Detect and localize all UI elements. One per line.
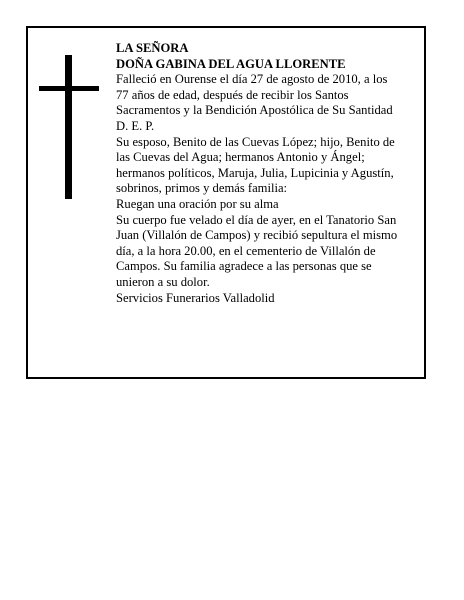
body-line: las Cuevas del Agua; hermanos Antonio y Ángel;	[116, 150, 365, 165]
obituary-notice	[26, 26, 426, 379]
deceased-name: DOÑA GABINA DEL AGUA LLORENTE	[116, 56, 346, 71]
cross-icon	[39, 55, 99, 199]
body-line: Sacramentos y la Bendición Apostólica de Su Santidad	[116, 103, 393, 118]
body-line: Falleció en Ourense el día 27 de agosto de 2010, a los	[116, 72, 388, 87]
body-line: unieron a su dolor.	[116, 274, 210, 289]
body-line: 77 años de edad, después de recibir los Santos	[116, 87, 349, 102]
body-line: D. E. P.	[116, 118, 155, 133]
body-line: sobrinos, primos y demás familia:	[116, 181, 288, 196]
notice-heading: LA SEÑORA	[116, 41, 189, 55]
body-line: Su cuerpo fue velado el día de ayer, en el Tanatorio San	[116, 212, 397, 227]
body-line: día, a la hora 20.00, en el cementerio de Villalón de	[116, 243, 376, 258]
cross-upright	[65, 55, 72, 199]
body-line: Campos. Su familia agradece a las personas que se	[116, 259, 372, 274]
funeral-services-line: Servicios Funerarios Valladolid	[116, 290, 275, 305]
cross-crossbar	[39, 86, 99, 91]
body-line: Juan (Villalón de Campos) y recibió sepultura el mismo	[116, 228, 398, 243]
obituary-text	[116, 41, 424, 306]
body-line: hermanos políticos, Maruja, Julia, Lupicinia y Agustín,	[116, 165, 394, 180]
body-line: Su esposo, Benito de las Cuevas López; hijo, Benito de	[116, 134, 395, 149]
body-line: Ruegan una oración por su alma	[116, 196, 279, 211]
